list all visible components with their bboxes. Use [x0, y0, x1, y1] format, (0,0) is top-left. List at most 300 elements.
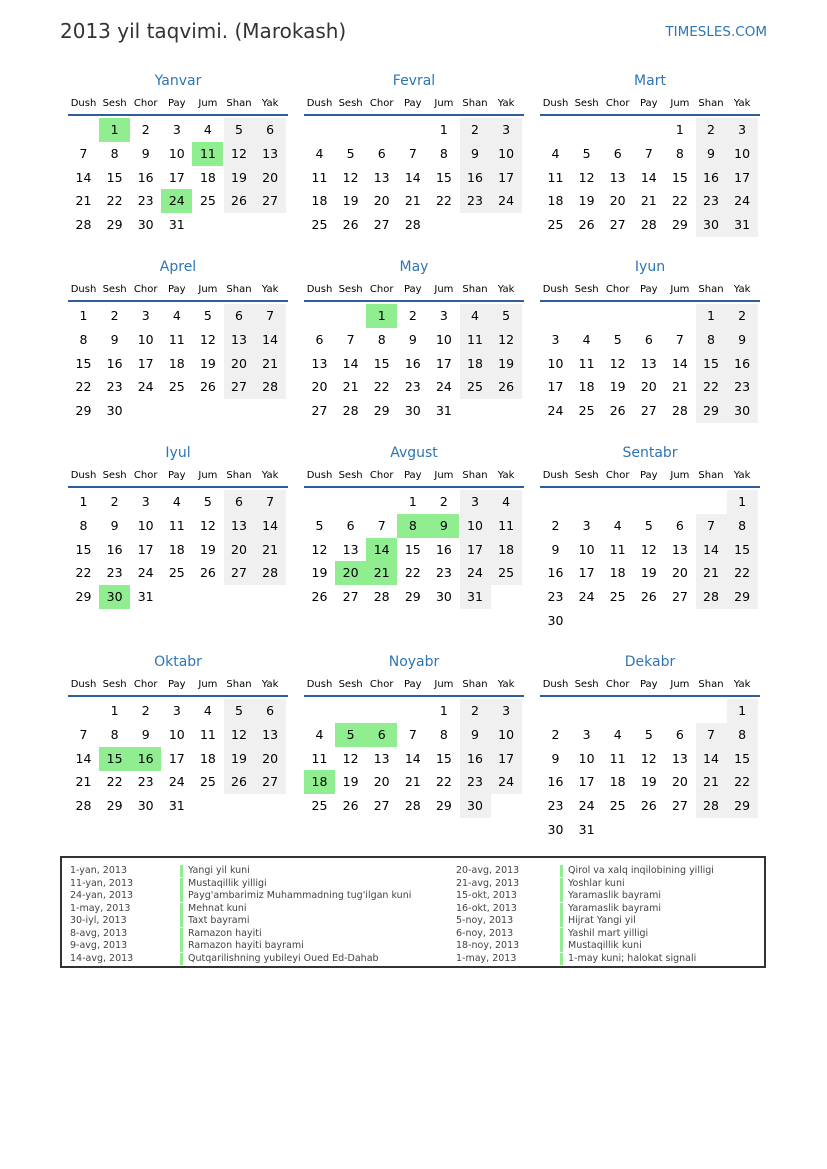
day-cell: 28 [255, 561, 286, 585]
day-cell: 25 [609, 798, 626, 814]
day-cell: 3 [582, 726, 591, 742]
weekday-label: Pay [639, 679, 658, 690]
day-cell: 27 [224, 375, 255, 399]
day-cell: 15 [75, 541, 92, 557]
day-cell: 6 [224, 304, 255, 328]
day-cell: 13 [255, 142, 286, 166]
weekday-label: Chor [133, 679, 158, 690]
day-cell: 6 [255, 699, 286, 723]
legend-date: 30-iyl, 2013 [70, 915, 127, 926]
day-cell: 30 [106, 403, 123, 419]
weekday-label: Dush [70, 284, 97, 295]
day-cell: 9 [408, 331, 417, 347]
day-cell: 12 [609, 355, 626, 371]
legend-date: 24-yan, 2013 [70, 890, 134, 901]
weekday-label: Shan [698, 470, 724, 481]
legend-holiday-name: Taxt bayrami [180, 915, 250, 927]
day-cell: 28 [404, 798, 421, 814]
day-cell: 23 [547, 589, 564, 605]
weekday-label: Pay [167, 98, 186, 109]
weekday-label: Jum [670, 679, 690, 690]
holiday-day-cell: 24 [161, 189, 192, 213]
holiday-day-cell: 6 [366, 723, 397, 747]
day-cell: 3 [460, 490, 491, 514]
day-cell: 16 [106, 541, 123, 557]
day-cell: 10 [168, 726, 185, 742]
day-cell: 11 [609, 541, 626, 557]
legend-holiday-name: Ramazon hayiti [180, 928, 262, 940]
day-cell: 21 [255, 538, 286, 562]
day-cell: 4 [203, 122, 212, 137]
day-cell: 5 [644, 726, 653, 742]
weekday-label: Jum [434, 284, 454, 295]
day-cell: 6 [613, 145, 622, 161]
day-cell: 28 [696, 585, 727, 609]
day-cell: 9 [727, 328, 758, 352]
weekday-label: Yak [261, 284, 279, 295]
day-cell: 5 [203, 494, 212, 509]
day-cell: 24 [491, 189, 522, 213]
day-cell: 25 [199, 193, 216, 209]
day-cell: 23 [137, 774, 154, 790]
day-cell: 2 [408, 308, 417, 323]
day-cell: 18 [578, 379, 595, 395]
day-cell: 11 [168, 517, 185, 533]
day-cell: 20 [255, 166, 286, 190]
weekday-label: Jum [434, 470, 454, 481]
day-cell: 19 [199, 541, 216, 557]
weekday-label: Sesh [338, 284, 363, 295]
weekday-label: Yak [733, 470, 751, 481]
day-cell: 2 [110, 308, 119, 323]
day-cell: 22 [75, 379, 92, 395]
day-cell: 1 [439, 122, 448, 137]
month-name: Dekabr [624, 654, 676, 670]
weekday-label: Dush [306, 470, 333, 481]
holiday-day-cell: 20 [335, 561, 366, 585]
day-cell: 24 [578, 798, 595, 814]
day-cell: 4 [582, 331, 591, 347]
day-cell: 24 [491, 770, 522, 794]
day-cell: 13 [373, 169, 390, 185]
day-cell: 2 [439, 494, 448, 509]
weekday-header [68, 679, 288, 697]
day-cell: 26 [342, 798, 359, 814]
weekday-label: Pay [639, 98, 658, 109]
weekday-label: Chor [369, 679, 394, 690]
day-cell: 9 [460, 723, 491, 747]
day-cell: 28 [671, 403, 688, 419]
day-cell: 15 [671, 169, 688, 185]
weekday-label: Shan [462, 98, 488, 109]
day-cell: 19 [199, 355, 216, 371]
day-cell: 26 [199, 565, 216, 581]
day-cell: 27 [640, 403, 657, 419]
day-cell: 11 [547, 169, 564, 185]
weekday-label: Dush [70, 679, 97, 690]
day-cell: 26 [199, 379, 216, 395]
day-cell: 22 [435, 193, 452, 209]
day-cell: 4 [551, 145, 560, 161]
day-cell: 24 [547, 403, 564, 419]
day-cell: 24 [460, 561, 491, 585]
day-cell: 9 [110, 331, 119, 347]
day-cell: 25 [460, 375, 491, 399]
legend-date: 9-avg, 2013 [70, 940, 128, 951]
legend-date: 5-noy, 2013 [456, 915, 514, 926]
weekday-header [540, 98, 760, 116]
holiday-day-cell: 9 [428, 514, 459, 538]
day-cell: 17 [137, 541, 154, 557]
day-cell: 27 [671, 798, 688, 814]
day-cell: 6 [377, 145, 386, 161]
day-cell: 2 [141, 703, 150, 718]
month-name: Aprel [159, 259, 197, 275]
day-cell: 11 [578, 355, 595, 371]
day-cell: 6 [675, 726, 684, 742]
weekday-label: Chor [369, 470, 394, 481]
day-cell: 11 [168, 331, 185, 347]
day-cell: 1 [727, 490, 758, 514]
legend-date: 21-avg, 2013 [456, 877, 520, 889]
day-cell: 14 [342, 355, 359, 371]
weekday-label: Shan [698, 98, 724, 109]
holiday-day-cell: 30 [99, 585, 130, 609]
weekday-header [304, 470, 524, 488]
day-cell: 9 [551, 750, 560, 766]
day-cell: 10 [491, 142, 522, 166]
weekday-label: Dush [306, 679, 333, 690]
weekday-label: Jum [434, 679, 454, 690]
day-cell: 30 [547, 822, 564, 837]
day-cell: 18 [168, 541, 185, 557]
day-cell: 8 [439, 145, 448, 161]
day-cell: 24 [727, 189, 758, 213]
day-cell: 7 [408, 145, 417, 161]
day-cell: 10 [578, 541, 595, 557]
weekday-header [68, 470, 288, 488]
day-cell: 8 [79, 331, 88, 347]
holiday-day-cell: 8 [397, 514, 428, 538]
day-cell: 19 [640, 565, 657, 581]
day-cell: 24 [435, 379, 452, 395]
day-cell: 10 [435, 331, 452, 347]
day-cell: 16 [696, 166, 727, 190]
day-cell: 12 [199, 331, 216, 347]
day-cell: 15 [435, 750, 452, 766]
weekday-label: Dush [306, 284, 333, 295]
day-cell: 29 [373, 403, 390, 419]
day-cell: 12 [491, 328, 522, 352]
day-cell: 2 [110, 494, 119, 509]
day-cell: 13 [224, 328, 255, 352]
day-cell: 18 [609, 565, 626, 581]
day-cell: 30 [727, 399, 758, 423]
legend-date: 20-avg, 2013 [456, 865, 520, 876]
day-cell: 25 [609, 589, 626, 605]
day-cell: 14 [75, 750, 92, 766]
day-cell: 10 [491, 723, 522, 747]
day-cell: 5 [491, 304, 522, 328]
day-cell: 16 [435, 541, 452, 557]
weekday-label: Jum [198, 284, 218, 295]
holiday-day-cell: 11 [192, 142, 223, 166]
day-cell: 6 [346, 517, 355, 533]
day-cell: 18 [460, 352, 491, 376]
day-cell: 31 [460, 585, 491, 609]
legend-date: 1-may, 2013 [456, 952, 517, 964]
day-cell: 23 [727, 375, 758, 399]
weekday-label: Shan [462, 470, 488, 481]
day-cell: 22 [435, 774, 452, 790]
weekday-label: Pay [403, 470, 422, 481]
weekday-label: Yak [497, 98, 515, 109]
day-cell: 28 [404, 217, 421, 233]
weekday-label: Pay [167, 284, 186, 295]
day-cell: 30 [137, 217, 154, 233]
day-cell: 29 [727, 585, 758, 609]
day-cell: 22 [106, 193, 123, 209]
day-cell: 18 [491, 538, 522, 562]
day-cell: 22 [696, 375, 727, 399]
day-cell: 8 [696, 328, 727, 352]
weekday-label: Chor [369, 98, 394, 109]
day-cell: 22 [106, 774, 123, 790]
legend-holiday-name: Mustaqillik yilligi [180, 878, 267, 890]
day-cell: 18 [609, 774, 626, 790]
day-cell: 15 [727, 747, 758, 771]
legend-holiday-name: Payg'ambarimiz Muhammadning tug'ilgan kuni [180, 890, 411, 902]
day-cell: 9 [141, 145, 150, 161]
day-cell: 16 [460, 166, 491, 190]
day-cell: 4 [491, 490, 522, 514]
day-cell: 23 [460, 189, 491, 213]
day-cell: 2 [460, 118, 491, 142]
legend-date: 15-okt, 2013 [456, 890, 517, 901]
day-cell: 10 [460, 514, 491, 538]
legend-holiday-name: Mustaqillik kuni [560, 940, 642, 952]
legend-holiday-name: Hijrat Yangi yil [560, 915, 636, 927]
weekday-label: Shan [226, 98, 252, 109]
day-cell: 2 [696, 118, 727, 142]
legend-holiday-name: Ramazon hayiti bayrami [180, 940, 304, 952]
weekday-label: Sesh [574, 470, 599, 481]
day-cell: 27 [671, 589, 688, 605]
legend-date: 1-may, 2013 [70, 902, 131, 914]
weekday-header [540, 284, 760, 302]
day-cell: 24 [137, 565, 154, 581]
month-name: Yanvar [154, 73, 202, 89]
day-cell: 12 [578, 169, 595, 185]
day-cell: 3 [491, 118, 522, 142]
day-cell: 30 [435, 589, 452, 605]
day-cell: 9 [110, 517, 119, 533]
day-cell: 25 [168, 565, 185, 581]
day-cell: 27 [224, 561, 255, 585]
weekday-label: Sesh [574, 679, 599, 690]
day-cell: 1 [727, 699, 758, 723]
day-cell: 27 [342, 589, 359, 605]
day-cell: 14 [404, 750, 421, 766]
day-cell: 5 [613, 331, 622, 347]
day-cell: 4 [172, 494, 181, 509]
day-cell: 18 [311, 193, 328, 209]
weekday-label: Chor [369, 284, 394, 295]
day-cell: 4 [315, 145, 324, 161]
weekday-label: Dush [70, 98, 97, 109]
legend-holiday-name: Yoshlar kuni [560, 878, 625, 890]
day-cell: 2 [141, 122, 150, 137]
legend-holiday-name: Mehnat kuni [180, 903, 247, 915]
month-name: Sentabr [622, 445, 678, 461]
weekday-header [540, 470, 760, 488]
weekday-label: Pay [639, 470, 658, 481]
day-cell: 28 [373, 589, 390, 605]
weekday-label: Yak [733, 679, 751, 690]
weekday-label: Pay [167, 470, 186, 481]
day-cell: 4 [613, 517, 622, 533]
day-cell: 29 [696, 399, 727, 423]
day-cell: 11 [199, 726, 216, 742]
day-cell: 16 [106, 355, 123, 371]
day-cell: 28 [696, 794, 727, 818]
weekday-label: Dush [70, 470, 97, 481]
day-cell: 19 [342, 193, 359, 209]
weekday-label: Dush [542, 98, 569, 109]
day-cell: 31 [727, 213, 758, 237]
day-cell: 26 [578, 217, 595, 233]
day-cell: 6 [675, 517, 684, 533]
day-cell: 2 [727, 304, 758, 328]
day-cell: 17 [435, 355, 452, 371]
day-cell: 7 [79, 726, 88, 742]
legend-date: 18-noy, 2013 [456, 940, 520, 951]
day-cell: 9 [551, 541, 560, 557]
day-cell: 16 [547, 565, 564, 581]
day-cell: 23 [435, 565, 452, 581]
day-cell: 19 [224, 747, 255, 771]
day-cell: 19 [311, 565, 328, 581]
month-name: Mart [634, 73, 666, 89]
day-cell: 17 [491, 166, 522, 190]
day-cell: 25 [491, 561, 522, 585]
holiday-day-cell: 14 [366, 538, 397, 562]
legend-holiday-name: Yaramaslik bayrami [560, 890, 661, 902]
day-cell: 9 [696, 142, 727, 166]
weekday-label: Yak [497, 470, 515, 481]
day-cell: 22 [727, 770, 758, 794]
day-cell: 5 [224, 699, 255, 723]
day-cell: 9 [141, 726, 150, 742]
weekday-label: Chor [133, 470, 158, 481]
month-name: Iyul [165, 445, 191, 461]
day-cell: 27 [609, 217, 626, 233]
weekday-label: Chor [605, 284, 630, 295]
day-cell: 15 [727, 538, 758, 562]
day-cell: 18 [547, 193, 564, 209]
weekday-label: Shan [698, 679, 724, 690]
day-cell: 16 [404, 355, 421, 371]
day-cell: 5 [315, 517, 324, 533]
day-cell: 21 [404, 774, 421, 790]
weekday-label: Dush [542, 679, 569, 690]
day-cell: 30 [547, 613, 564, 628]
day-cell: 20 [373, 774, 390, 790]
day-cell: 10 [727, 142, 758, 166]
day-cell: 31 [137, 589, 154, 605]
day-cell: 23 [404, 379, 421, 395]
day-cell: 29 [106, 798, 123, 814]
legend-holiday-name: Yashil mart yilligi [560, 928, 648, 940]
weekday-label: Pay [403, 284, 422, 295]
day-cell: 13 [640, 355, 657, 371]
day-cell: 26 [609, 403, 626, 419]
day-cell: 29 [404, 589, 421, 605]
day-cell: 23 [460, 770, 491, 794]
site-link[interactable]: TIMESLES.COM [665, 24, 767, 40]
day-cell: 21 [75, 774, 92, 790]
weekday-label: Shan [698, 284, 724, 295]
day-cell: 27 [311, 403, 328, 419]
day-cell: 13 [671, 750, 688, 766]
weekday-label: Shan [226, 284, 252, 295]
day-cell: 26 [640, 798, 657, 814]
weekday-label: Sesh [574, 98, 599, 109]
weekday-label: Sesh [102, 284, 127, 295]
legend-holiday-name: Qirol va xalq inqilobining yilligi [560, 865, 714, 877]
day-cell: 13 [609, 169, 626, 185]
day-cell: 20 [224, 538, 255, 562]
weekday-label: Jum [670, 98, 690, 109]
day-cell: 5 [346, 145, 355, 161]
day-cell: 2 [551, 517, 560, 533]
day-cell: 6 [644, 331, 653, 347]
day-cell: 29 [75, 589, 92, 605]
day-cell: 16 [137, 169, 154, 185]
day-cell: 17 [460, 538, 491, 562]
day-cell: 28 [255, 375, 286, 399]
day-cell: 3 [582, 517, 591, 533]
day-cell: 27 [373, 798, 390, 814]
day-cell: 23 [106, 379, 123, 395]
day-cell: 26 [491, 375, 522, 399]
weekday-label: Dush [542, 470, 569, 481]
day-cell: 3 [141, 494, 150, 509]
day-cell: 14 [671, 355, 688, 371]
weekday-header [304, 679, 524, 697]
day-cell: 17 [578, 774, 595, 790]
weekday-label: Sesh [102, 98, 127, 109]
day-cell: 1 [675, 122, 684, 137]
day-cell: 1 [110, 703, 119, 718]
day-cell: 12 [311, 541, 328, 557]
day-cell: 12 [224, 142, 255, 166]
day-cell: 29 [75, 403, 92, 419]
day-cell: 25 [547, 217, 564, 233]
day-cell: 15 [373, 355, 390, 371]
day-cell: 4 [203, 703, 212, 718]
weekday-label: Jum [198, 679, 218, 690]
weekday-label: Pay [403, 679, 422, 690]
day-cell: 8 [110, 145, 119, 161]
day-cell: 11 [609, 750, 626, 766]
day-cell: 30 [137, 798, 154, 814]
legend-date: 6-noy, 2013 [456, 927, 514, 939]
day-cell: 17 [137, 355, 154, 371]
weekday-label: Jum [198, 470, 218, 481]
day-cell: 31 [578, 822, 595, 837]
weekday-label: Pay [167, 679, 186, 690]
